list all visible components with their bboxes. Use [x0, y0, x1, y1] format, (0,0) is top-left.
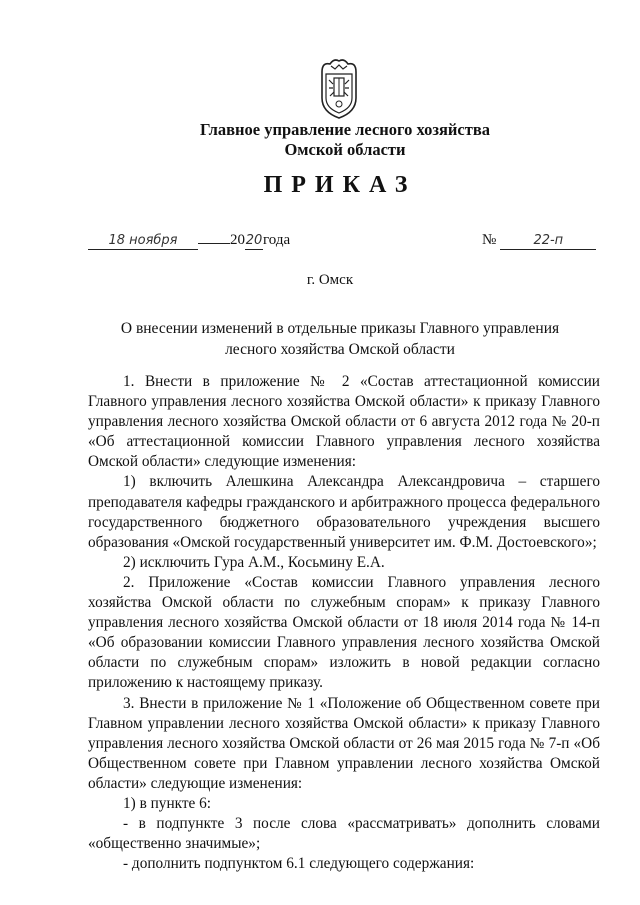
- subject-line1: О внесении изменений в отдельные приказы Главного управления: [120, 320, 560, 337]
- paragraph-1: 1. Внести в приложение № 2 «Состав аттестационной комиссии Главного управления лесного хозяйства Омской области» к приказу Главного управления лесного хозяйства Омской области от 6 августа 2012 года № 20-п «Об аттестационной комиссии Главного управления лесного хозяйства Омской области» следующие изменения:: [88, 373, 600, 471]
- coat-of-arms-emblem: [316, 58, 362, 120]
- subject-line2: лесного хозяйства Омской области: [225, 341, 455, 358]
- order-subject: [100, 318, 580, 360]
- paragraph-3: 3. Внести в приложение № 1 «Положение об Общественном совете при Главном управлении лесного хозяйства Омской области» к приказу Главного управления лесного хозяйства Омской области от 26 мая 2015 года № 7-п «Об Общественном совете при Главном управлении лесного хозяйства Омской области» следующие изменения:: [88, 694, 600, 792]
- paragraph-3-subitem-1: - в подпункте 3 после слова «рассматривать» дополнить словами «общественно значимые»;: [88, 815, 600, 853]
- paragraph-3-subitem-2: - дополнить подпунктом 6.1 следующего содержания:: [123, 855, 475, 873]
- order-body: [88, 372, 600, 874]
- paragraph-1-item-1: 1) включить Алешкина Александра Александровича – старшего преподавателя кафедры гражданского и арбитражного процесса федерального государственного бюджетного образовательного учреждения высшего образования «Омской государственный университет им. Ф.М. Достоевского»;: [88, 473, 600, 551]
- year-handwritten: 20: [245, 233, 263, 248]
- year-suffix: года: [263, 232, 291, 248]
- order-number: [482, 232, 596, 250]
- paragraph-1-item-2: 2) исключить Гура А.М., Косьмину Е.А.: [123, 553, 385, 571]
- organization-name-line1: Главное управление лесного хозяйства: [199, 120, 491, 139]
- number-prefix: №: [482, 232, 497, 248]
- date-handwritten: 18 ноября: [88, 233, 198, 250]
- order-date: [88, 232, 290, 250]
- organization-name-line2: Омской области: [284, 140, 406, 159]
- paragraph-2: 2. Приложение «Состав комиссии Главного управления лесного хозяйства Омской области по служебным спорам» к приказу Главного управления лесного хозяйства Омской области от 18 июля 2014 года № 14-п «Об образовании комиссии Главного управления лесного хозяйства Омской области по служебным спорам» изложить в новой редакции согласно приложению к настоящему приказу.: [88, 573, 600, 692]
- city: г. Омск: [306, 272, 354, 288]
- paragraph-3-item-1: 1) в пункте 6:: [123, 794, 212, 812]
- number-handwritten: 22-п: [500, 233, 596, 250]
- year-prefix: 20: [230, 232, 245, 248]
- document-type-title: ПРИКАЗ: [263, 172, 417, 198]
